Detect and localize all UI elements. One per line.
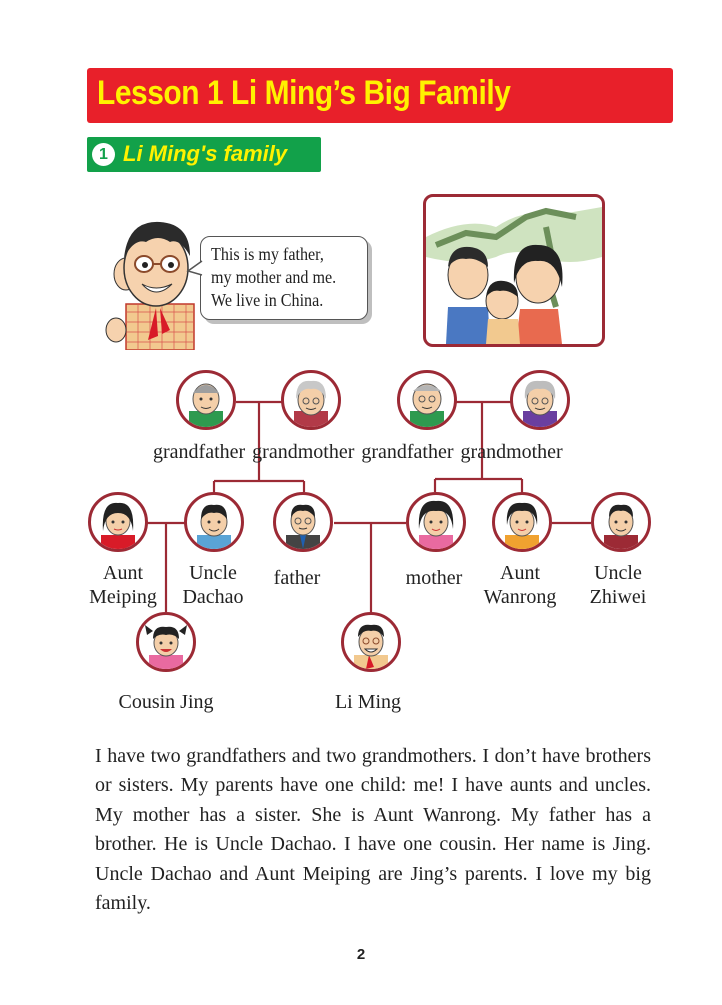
section-title: Li Ming's family: [123, 141, 288, 166]
bubble-line-2: my mother and me.: [211, 267, 337, 287]
bubble-line-1: This is my father,: [211, 244, 324, 264]
label-grandmother-paternal: grandmother: [252, 441, 355, 463]
label-father: father: [273, 567, 321, 589]
bubble-line-3: We live in China.: [211, 290, 324, 310]
grandfather-maternal-portrait: [397, 370, 457, 430]
story-paragraph: I have two grandfathers and two grandmothers. I don’t have brothers or sisters. My parents have one child: me! I have aunts and uncles. My mother has a sister. She is Aunt Wanrong. My father has a brother. He is Uncle Dachao. I have one cousin. Her name is Jing. Uncle Dachao and Aunt Meiping are Jing’s parents. I love my big family.: [95, 745, 651, 915]
uncle-zhiwei-portrait: [591, 492, 651, 552]
aunt-meiping-portrait: [88, 492, 148, 552]
uncle-dachao-portrait: [184, 492, 244, 552]
lesson-title: Lesson 1 Li Ming’s Big Family: [97, 74, 511, 112]
label-uncle-zhiwei-text: Uncle Zhiwei: [589, 562, 647, 608]
label-aunt-wanrong: [484, 561, 557, 609]
label-grandfather-maternal: grandfather: [361, 441, 454, 463]
label-uncle-dachao-text: Uncle Dachao: [182, 562, 244, 608]
father-portrait: [273, 492, 333, 552]
aunt-wanrong-portrait: [492, 492, 552, 552]
cousin-jing-portrait: [136, 612, 196, 672]
label-aunt-wanrong-text: Aunt Wanrong: [483, 562, 557, 608]
grandparents-label-row: [153, 441, 563, 464]
label-cousin-jing: Cousin Jing: [118, 691, 214, 713]
mother-portrait: [406, 492, 466, 552]
li-ming-portrait: [341, 612, 401, 672]
section-number: 1: [92, 143, 115, 166]
label-mother: mother: [405, 567, 463, 589]
label-uncle-zhiwei: [590, 561, 647, 609]
label-grandfather-paternal: grandfather: [153, 441, 246, 463]
grandmother-maternal-portrait: [510, 370, 570, 430]
grandfather-paternal-portrait: [176, 370, 236, 430]
label-uncle-dachao: [182, 561, 243, 609]
grandmother-paternal-portrait: [281, 370, 341, 430]
label-aunt-meiping: [89, 561, 157, 609]
label-grandmother-maternal: grandmother: [460, 441, 563, 463]
label-li-ming: Li Ming: [334, 691, 402, 713]
page-number: 2: [356, 946, 366, 963]
label-aunt-meiping-text: Aunt Meiping: [89, 562, 157, 608]
